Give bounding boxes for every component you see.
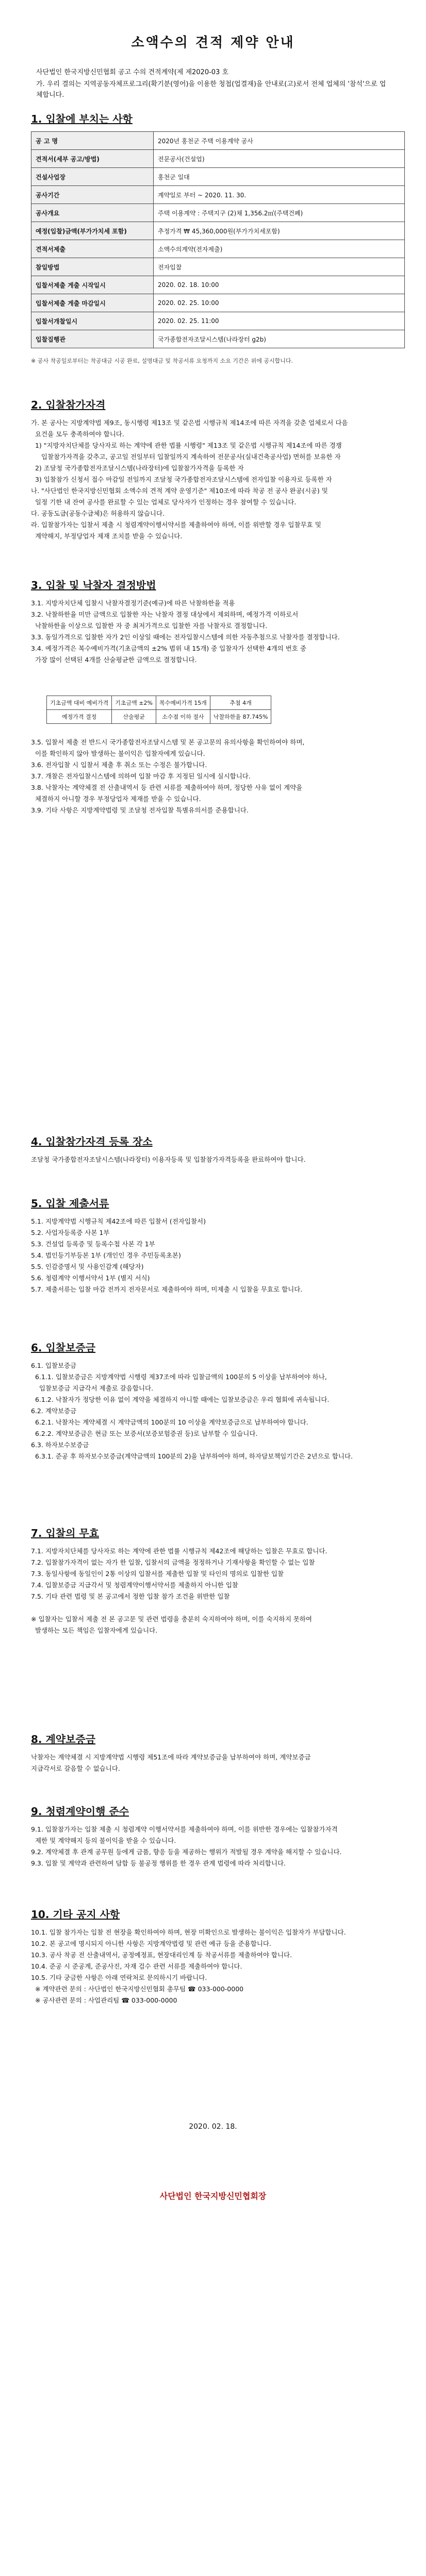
section4-heading: 4. 입찰참가자격 등록 장소 xyxy=(31,1136,153,1148)
notice-row-value: 2020. 02. 18. 10:00 xyxy=(154,276,405,294)
notice-row-value: 주택 이용계약 : 주택지구 (2)채 1,356.2㎡(주택건폐) xyxy=(154,204,405,222)
section9-body: 9.1. 입찰참가자는 입찰 제출 시 청렴계약 이행서약서를 제출하여야 하며, 이를 위반한 경우에는 입찰참가자격 제한 및 계약해지 등의 불이익을 받을 수 있습니다. 9.2. 계약체결 후 관계 공무원 등에게 금품, 향응 등을 제공하는 행위가 적발될 경우 계약을 해지할 수 있습니다. 9.3. 입찰 및 계약과 관련하여 담합 등 불공정 행위를 한 경우 관계 법령에 따라 처리합니다. xyxy=(31,1825,342,1867)
notice-table-row xyxy=(31,150,405,168)
sec3-table-row xyxy=(47,710,271,724)
notice-table-row xyxy=(31,222,405,240)
notice-row-key: 건설사업장 xyxy=(31,168,154,186)
notice-table-row xyxy=(31,330,405,348)
section1-note: ※ 공사 착공일로부터는 착공대금 시공 완료, 설명대금 및 착공서류 요청까지 소요 기간은 위에 공시합니다. xyxy=(31,358,293,364)
section1-heading: 1. 입찰에 부치는 사항 xyxy=(31,113,133,125)
sec3-table-cell: 기초금액 ±2% xyxy=(112,696,156,710)
notice-table-row xyxy=(31,186,405,204)
intro-text: 사단법인 한국지방신민협회 공고 수의 견적계약(제 제2020-03 호 xyxy=(36,69,229,76)
notice-row-value: 전문공사(건설업) xyxy=(154,150,405,168)
notice-table-row xyxy=(31,258,405,276)
notice-table xyxy=(31,131,405,348)
section2-heading: 2. 입찰참가자격 xyxy=(31,399,106,411)
section3-table xyxy=(46,696,271,724)
notice-row-key: 입찰집행관 xyxy=(31,330,154,348)
notice-row-key: 입찰서제출 게출 마감일시 xyxy=(31,294,154,312)
sec3-table-cell: 추첨 4개 xyxy=(210,696,271,710)
notice-row-value: 전자입찰 xyxy=(154,258,405,276)
section10-body: 10.1. 입찰 참가자는 입찰 전 현장을 확인하여야 하며, 현장 미확인으로 발생하는 불이익은 입찰자가 부담합니다. 10.2. 본 공고에 명시되지 아니한 사항은 지방계약법령 및 관련 예규 등을 준용합니다. 10.3. 공사 착공 전 산출내역서, 공정예정표, 현장대리인계 등 착공서류를 제출하여야 합니다. 10.4. 준공 시 준공계, 준공사진, 자재 검수 관련 서류를 제출하여야 합니다. 10.5. 기타 궁금한 사항은 아래 연락처로 문의하시기 바랍니다. ※ 계약관련 문의 : 사단법인 한국지방신민협회 총무팀 ☎ 033-000-0000 ※ 공사관련 문의 : 사업관리팀 ☎ 033-000-0000 xyxy=(31,1928,346,2004)
section8-body: 낙찰자는 계약체결 시 지방계약법 시행령 제51조에 따라 계약보증금을 납부하여야 하며, 계약보증금 지급각서로 갈음할 수 없습니다. xyxy=(31,1753,311,1772)
notice-row-key: 입찰서제출 게출 시작일시 xyxy=(31,276,154,294)
doc-title: 소액수의 견적 제약 안내 xyxy=(131,35,295,50)
notice-row-value: 홍천군 일대 xyxy=(154,168,405,186)
sec3-table-cell: 복수예비가격 15개 xyxy=(156,696,210,710)
section6-heading: 6. 입찰보증금 xyxy=(31,1342,96,1354)
notice-table-row xyxy=(31,168,405,186)
section7-heading: 7. 입찰의 무효 xyxy=(31,1527,100,1539)
notice-table-row xyxy=(31,132,405,150)
notice-date: 2020. 02. 18. xyxy=(189,2123,237,2131)
section10-heading: 10. 기타 공지 사항 xyxy=(31,1908,120,1921)
notice-row-key: 공사기간 xyxy=(31,186,154,204)
section4-body: 조달청 국가종합전자조달시스템(나라장터) 이용자등록 및 입찰참가자격등록을 완료하여야 합니다. xyxy=(31,1156,306,1163)
notice-row-key: 공사개요 xyxy=(31,204,154,222)
sec3-table-cell: 예정가격 결정 xyxy=(47,710,112,724)
notice-row-key: 견적서제출 xyxy=(31,240,154,258)
notice-table-row xyxy=(31,240,405,258)
notice-row-value: 소액수의계약(전자제출) xyxy=(154,240,405,258)
section3-body2: 3.5. 입찰서 제출 전 반드시 국가종합전자조달시스템 및 본 공고문의 유의사항을 확인하여야 하며, 이를 확인하지 않아 발생하는 불이익은 입찰자에게 있습니다. 3.6. 전자입찰 시 입찰서 제출 후 취소 또는 수정은 불가합니다. 3.7. 개찰은 전자입찰시스템에 의하여 입찰 마감 후 지정된 일시에 실시합니다. 3.8. 낙찰자는 계약체결 전 산출내역서 등 관련 서류를 제출하여야 하며, 정당한 사유 없이 계약을 체결하지 아니할 경우 부정당업자 제재를 받을 수 있습니다. 3.9. 기타 사항은 지방계약법령 및 조달청 전자입찰 특별유의서를 준용합니다. xyxy=(31,738,305,814)
notice-table-row xyxy=(31,312,405,330)
section5-body: 5.1. 지방계약법 시행규칙 제42조에 따른 입찰서 (전자입찰서) 5.2. 사업자등록증 사본 1부 5.3. 건설업 등록증 및 등록수첩 사본 각 1부 5.4. 법인등기부등본 1부 (개인인 경우 주민등록초본) 5.5. 인감증명서 및 사용인감계 (해당자) 5.6. 청렴계약 이행서약서 1부 (별지 서식) 5.7. 제출서류는 입찰 마감 전까지 전자문서로 제출하여야 하며, 미제출 시 입찰을 무효로 합니다. xyxy=(31,1217,303,1293)
section2-body: 가. 본 공사는 지방계약법 제9조, 동시행령 제13조 및 같은법 시행규칙 제14조에 따른 자격을 갖춘 업체로서 다음 요건을 모두 충족하여야 합니다. 1) "지방자치단체를 당사자로 하는 계약에 관한 법률 시행령" 제13조 및 같은법 시행규칙 제14조에 따른 경쟁 입찰참가자격을 갖추고, 공고일 전일부터 입찰일까지 계속하여 전문공사(실내건축공사업) 면허를 보유한 자 2) 조달청 국가종합전자조달시스템(나라장터)에 입찰참가자격을 등록한 자 3) 입찰참가 신청서 접수 마감일 전일까지 조달청 국가종합전자조달시스템에 전자입찰 이용자로 등록한 자 나. "사단법인 한국지방신민협회 소액수의 견적 계약 운영기준" 제10조에 따라 착공 전 공사 완공(시공) 및 일정 기한 내 잔여 공사를 완료할 수 있는 업체로 당사자가 인정하는 경우 참여할 수 있습니다. 다. 공동도급(공동수급체)은 허용하지 않습니다. 라. 입찰참가자는 입찰서 제출 시 청렴계약이행서약서를 제출하여야 하며, 이를 위반할 경우 입찰무효 및 계약해지, 부정당업자 제재 조치를 받을 수 있습니다. xyxy=(31,419,348,540)
notice-row-value: 2020. 02. 25. 10:00 xyxy=(154,294,405,312)
sec3-table-cell: 낙찰하한율 87.745% xyxy=(210,710,271,724)
section7-body: 7.1. 지방자치단체를 당사자로 하는 계약에 관한 법률 시행규칙 제42조에 해당하는 입찰은 무효로 합니다. 7.2. 입찰참가자격이 없는 자가 한 입찰, 입찰서의 금액을 정정하거나 기재사항을 확인할 수 없는 입찰 7.3. 동일사항에 동일인이 2통 이상의 입찰서를 제출한 입찰 및 타인의 명의로 입찰한 입찰 7.4. 입찰보증금 지급각서 및 청렴계약이행서약서를 제출하지 아니한 입찰 7.5. 기타 관련 법령 및 본 공고에서 정한 입찰 참가 조건을 위반한 입찰 ※ 입찰자는 입찰서 제출 전 본 공고문 및 관련 법령을 충분히 숙지하여야 하며, 이를 숙지하지 못하여 발생하는 모든 책임은 입찰자에게 있습니다. xyxy=(31,1547,327,1634)
notice-org: 사단법인 한국지방신민협회장 xyxy=(159,2191,267,2201)
section6-body: 6.1. 입찰보증금 6.1.1. 입찰보증금은 지방계약법 시행령 제37조에 따라 입찰금액의 100분의 5 이상을 납부하여야 하나, 입찰보증금 지급각서 제출로 갈음합니다. 6.1.2. 낙찰자가 정당한 이유 없이 계약을 체결하지 아니할 때에는 입찰보증금은 우리 협회에 귀속됩니다. 6.2. 계약보증금 6.2.1. 낙찰자는 계약체결 시 계약금액의 100분의 10 이상을 계약보증금으로 납부하여야 합니다. 6.2.2. 계약보증금은 현금 또는 보증서(보증보험증권 등)로 납부할 수 있습니다. 6.3. 하자보수보증금 6.3.1. 준공 후 하자보수보증금(계약금액의 100분의 2)을 납부하여야 하며, 하자담보책임기간은 2년으로 합니다. xyxy=(31,1362,353,1460)
notice-row-key: 입찰서개찰일시 xyxy=(31,312,154,330)
section8-heading: 8. 계약보증금 xyxy=(31,1733,96,1745)
notice-row-value: 계약일로 부터 ~ 2020. 11. 30. xyxy=(154,186,405,204)
section9-heading: 9. 청렴계약이행 준수 xyxy=(31,1805,129,1818)
notice-row-value: 2020. 02. 25. 11:00 xyxy=(154,312,405,330)
intro-text-2: 가. 우리 결의는 지역공동자체프로그리(확기분(영어)을 이용한 청첩(업결재)을 안내로(고)로서 전체 업체의 '참석'으로 업체합니다. xyxy=(36,80,386,99)
notice-row-key: 예정(입찰)금액(부가가치세 포함) xyxy=(31,222,154,240)
notice-row-value: 국가종합전자조달시스템(나라장터 g2b) xyxy=(154,330,405,348)
sec3-table-cell: 산술평균 xyxy=(112,710,156,724)
sec3-table-cell: 기초금액 대비 예비가격 xyxy=(47,696,112,710)
notice-row-key: 공 고 명 xyxy=(31,132,154,150)
notice-table-row xyxy=(31,204,405,222)
sec3-table-row xyxy=(47,696,271,710)
notice-row-value: 추정가격 ₩ 45,360,000원(부가가치세포함) xyxy=(154,222,405,240)
notice-row-value: 2020년 홍천군 주택 이용계약 공사 xyxy=(154,132,405,150)
notice-table-row xyxy=(31,276,405,294)
sec3-table-cell: 소수점 이하 절사 xyxy=(156,710,210,724)
notice-row-key: 참일방법 xyxy=(31,258,154,276)
section3-heading: 3. 입찰 및 낙찰자 결정방법 xyxy=(31,579,156,591)
section3-body: 3.1. 지방자치단체 입찰시 낙찰자결정기준(예규)에 따른 낙찰하한율 적용 3.2. 낙찰하한율 미만 금액으로 입찰한 자는 낙찰자 결정 대상에서 제외하며, 예정가격 이하로서 낙찰하한율 이상으로 입찰한 자 중 최저가격으로 입찰한 자를 낙찰자로 결정합니다. 3.3. 동일가격으로 입찰한 자가 2인 이상일 때에는 전자입찰시스템에 의한 자동추첨으로 낙찰자를 결정합니다. 3.4. 예정가격은 복수예비가격(기초금액의 ±2% 범위 내 15개) 중 입찰자가 선택한 4개의 번호 중 가장 많이 선택된 4개를 산술평균한 금액으로 결정합니다. xyxy=(31,599,340,664)
notice-row-key: 견적서(세부 공고/방법) xyxy=(31,150,154,168)
notice-table-row xyxy=(31,294,405,312)
section5-heading: 5. 입찰 제출서류 xyxy=(31,1197,109,1210)
